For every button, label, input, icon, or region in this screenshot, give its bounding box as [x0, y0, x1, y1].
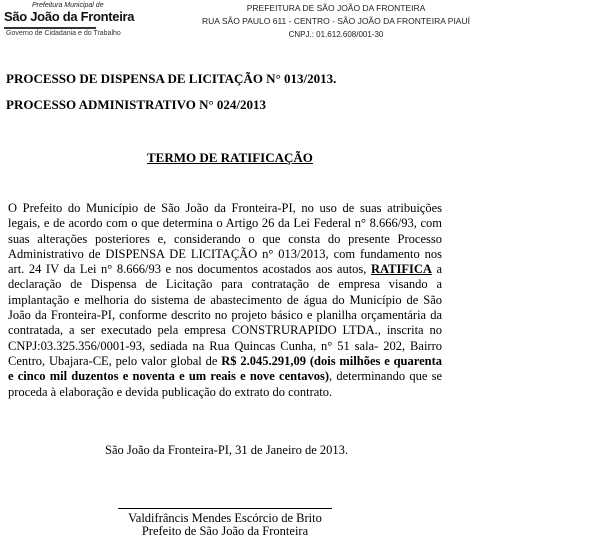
logo-tagline: Governo de Cidadania e do Trabalho	[6, 30, 121, 37]
body-text-2: a declaração de Dispensa de Licitação para contratação de empresa visando a implantação e melhoria do sistema de abastecimento de água do Município de São João da Fronteira-PI, conforme descrito no projeto básico e planilha orçamentária da contratada, a ser executado pela empresa CONSTRURAPIDO LTDA., inscrita no CNPJ:03.325.356/0001-93, sediada na Rua Quincas Cunha, n° 51 sala- 202, Bairro Centro, Ubajara-CE, pelo valor global de	[8, 262, 442, 368]
heading-administrativo: PROCESSO ADMINISTRATIVO N° 024/2013	[6, 97, 267, 112]
heading-dispensa: PROCESSO DE DISPENSA DE LICITAÇÃO N° 013/2013.	[6, 71, 337, 86]
valor-global: R$ 2.045.291,09 (dois milhões e quarenta e cinco mil duzentos e noventa e um reais e nove centavos)	[8, 353, 442, 384]
signature-name: Valdifrâncis Mendes Escórcio de Brito	[128, 511, 322, 525]
signature-line	[118, 508, 332, 509]
signature-role: Prefeito de São João da Fronteira	[141, 524, 309, 538]
logo-name: São João da Fronteira	[4, 9, 135, 24]
header-cnpj: CNPJ.: 01.612.608/001-30	[288, 30, 384, 39]
body-paragraph	[8, 201, 442, 400]
logo-divider	[4, 27, 96, 29]
logo-small-text: Prefeitura Municipal de	[32, 2, 104, 9]
ratifica-word: RATIFICA	[370, 262, 432, 277]
body-text-3: , determinando que se proceda à elaboração e devida publicação do extrato do contrato.	[8, 369, 442, 399]
header-address: RUA SÃO PAULO 611 - CENTRO - SÃO JOÃO DA FRONTEIRA PIAUÍ	[202, 16, 470, 26]
term-title: TERMO DE RATIFICAÇÃO	[147, 150, 313, 165]
date-line: São João da Fronteira-PI, 31 de Janeiro de 2013.	[105, 443, 348, 457]
body-text-1: O Prefeito do Município de São João da Fronteira-PI, no uso de suas atribuições legais, e de acordo com o que determina o Artigo 26 da Lei Federal n° 8.666/93, com suas alterações posteriores e, considerando o que consta do presente Processo Administrativo de DISPENSA DE LICITAÇÃO n° 013/2013, com fundamento nos art. 24 IV da Lei n° 8.666/93 e nos documentos acostados aos autos,	[8, 201, 442, 277]
header-title: PREFEITURA DE SÃO JOÃO DA FRONTEIRA	[246, 3, 426, 13]
